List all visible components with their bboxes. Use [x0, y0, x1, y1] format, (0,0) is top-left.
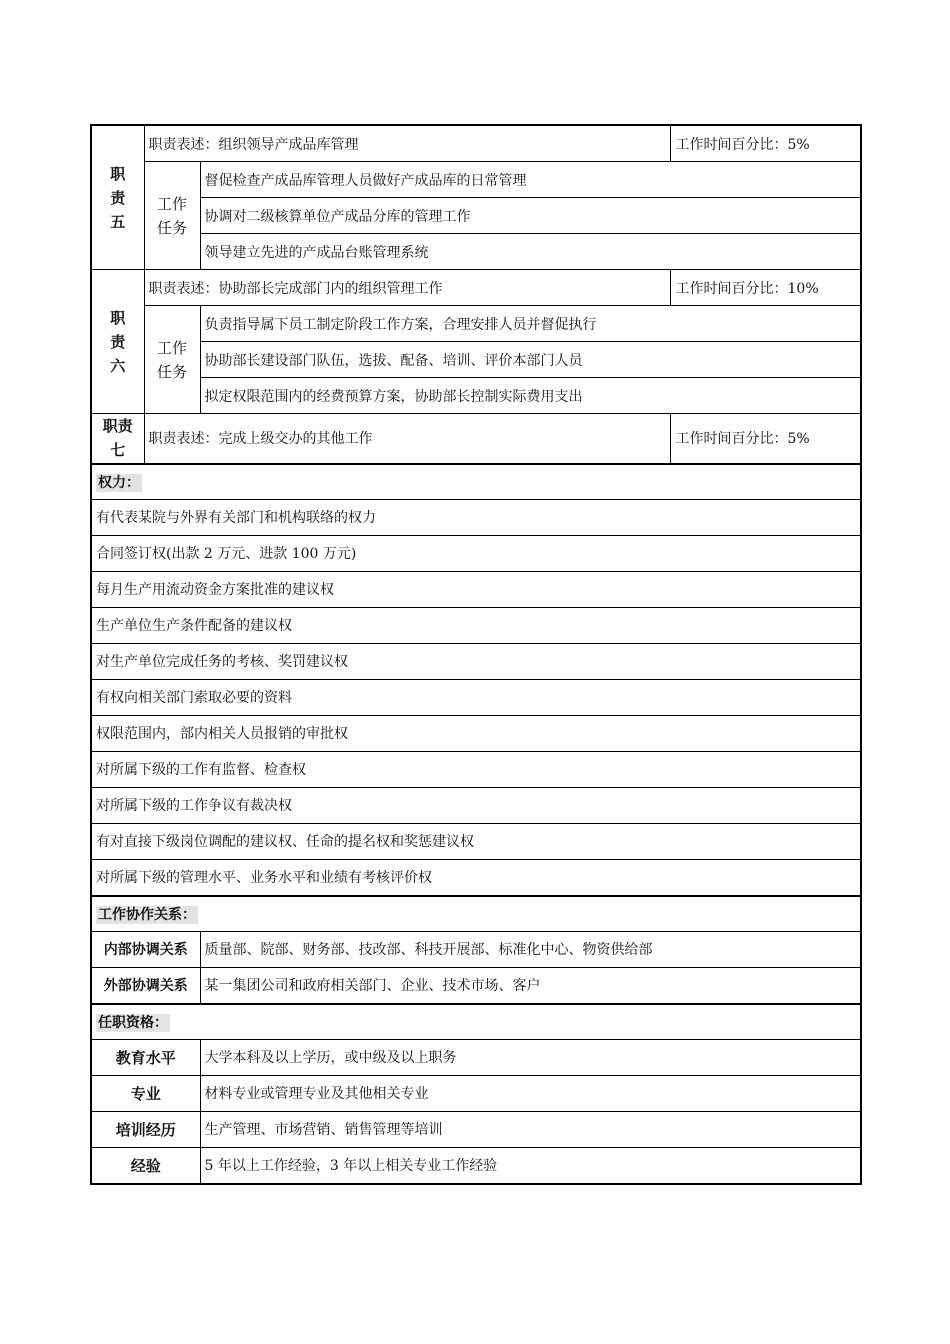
authority-item-8: 对所属下级的工作有监督、检查权 — [91, 751, 861, 787]
authority-item-5: 对生产单位完成任务的考核、奖罚建议权 — [91, 643, 861, 679]
duty-7-label: 职责 七 — [91, 414, 144, 464]
qualification-row — [91, 1111, 861, 1147]
qualifications-heading-row — [91, 1004, 861, 1040]
authority-item — [91, 823, 861, 859]
duty-5-task-3: 领导建立先进的产成品台账管理系统 — [200, 234, 861, 270]
training-key: 培训经历 — [91, 1111, 200, 1147]
job-description-document — [90, 124, 860, 1185]
authority-item-9: 对所属下级的工作争议有裁决权 — [91, 787, 861, 823]
relations-heading: 工作协作关系： — [98, 906, 196, 923]
major-value: 材料专业或管理专业及其他相关专业 — [200, 1075, 861, 1111]
duty-5-description: 职责表述：组织领导产成品库管理 — [144, 125, 670, 162]
authority-item — [91, 535, 861, 571]
qualification-row — [91, 1039, 861, 1075]
duty-5-task-row — [91, 234, 861, 270]
duty-5-task-1: 督促检查产成品库管理人员做好产成品库的日常管理 — [200, 162, 861, 198]
major-key: 专业 — [91, 1075, 200, 1111]
relations-heading-row — [91, 896, 861, 932]
authority-item-6: 有权向相关部门索取必要的资料 — [91, 679, 861, 715]
authority-item — [91, 679, 861, 715]
external-relation-value: 某一集团公司和政府相关部门、企业、技术市场、客户 — [200, 967, 861, 1004]
authority-item-2: 合同签订权(出款 2 万元、进款 100 万元) — [91, 535, 861, 571]
duty-6-task-label: 工作 任务 — [144, 306, 200, 414]
authority-item-3: 每月生产用流动资金方案批准的建议权 — [91, 571, 861, 607]
authority-item — [91, 571, 861, 607]
experience-value: 5 年以上工作经验，3 年以上相关专业工作经验 — [200, 1147, 861, 1184]
authority-item — [91, 715, 861, 751]
duty-5-description-row — [91, 125, 861, 162]
duty-6-label: 职 责 六 — [91, 270, 144, 414]
qualification-row — [91, 1147, 861, 1184]
authority-item — [91, 643, 861, 679]
authority-item — [91, 859, 861, 896]
authority-item — [91, 607, 861, 643]
external-relation-key: 外部协调关系 — [91, 967, 200, 1004]
duty-6-task-row — [91, 306, 861, 342]
qualifications-heading: 任职资格： — [98, 1014, 168, 1031]
duty-7-description-row — [91, 414, 861, 464]
relation-row — [91, 931, 861, 967]
authority-item-7: 权限范围内，部内相关人员报销的审批权 — [91, 715, 861, 751]
duty-6-description: 职责表述：协助部长完成部门内的组织管理工作 — [144, 270, 670, 306]
duty-6-time-percent: 工作时间百分比：10% — [670, 270, 861, 306]
duty-5-task-label: 工作 任务 — [144, 162, 200, 270]
duty-5-time-percent: 工作时间百分比：5% — [670, 125, 861, 162]
authority-item — [91, 751, 861, 787]
duty-7-description: 职责表述：完成上级交办的其他工作 — [144, 414, 670, 464]
authority-item — [91, 787, 861, 823]
duty-6-task-1: 负责指导属下员工制定阶段工作方案，合理安排人员并督促执行 — [200, 306, 861, 342]
duty-5-task-row — [91, 162, 861, 198]
authority-item-10: 有对直接下级岗位调配的建议权、任命的提名权和奖惩建议权 — [91, 823, 861, 859]
authority-item — [91, 499, 861, 535]
authority-item-1: 有代表某院与外界有关部门和机构联络的权力 — [91, 499, 861, 535]
qualification-row — [91, 1075, 861, 1111]
internal-relation-value: 质量部、院部、财务部、技改部、科技开展部、标准化中心、物资供给部 — [200, 931, 861, 967]
relation-row — [91, 967, 861, 1004]
duty-6-task-row — [91, 342, 861, 378]
authority-item-11: 对所属下级的管理水平、业务水平和业绩有考核评价权 — [91, 859, 861, 896]
training-value: 生产管理、市场营销、销售管理等培训 — [200, 1111, 861, 1147]
job-description-table — [90, 124, 862, 1185]
experience-key: 经验 — [91, 1147, 200, 1184]
education-key: 教育水平 — [91, 1039, 200, 1075]
authority-heading-row — [91, 464, 861, 500]
education-value: 大学本科及以上学历，或中级及以上职务 — [200, 1039, 861, 1075]
duty-7-time-percent: 工作时间百分比：5% — [670, 414, 861, 464]
internal-relation-key: 内部协调关系 — [91, 931, 200, 967]
duty-5-label: 职 责 五 — [91, 125, 144, 270]
duty-6-task-2: 协助部长建设部门队伍，选拔、配备、培训、评价本部门人员 — [200, 342, 861, 378]
duty-6-task-3: 拟定权限范围内的经费预算方案，协助部长控制实际费用支出 — [200, 378, 861, 414]
duty-5-task-2: 协调对二级核算单位产成品分库的管理工作 — [200, 198, 861, 234]
duty-6-description-row — [91, 270, 861, 306]
authority-item-4: 生产单位生产条件配备的建议权 — [91, 607, 861, 643]
duty-6-task-row — [91, 378, 861, 414]
duty-5-task-row — [91, 198, 861, 234]
authority-heading: 权力： — [98, 474, 140, 491]
